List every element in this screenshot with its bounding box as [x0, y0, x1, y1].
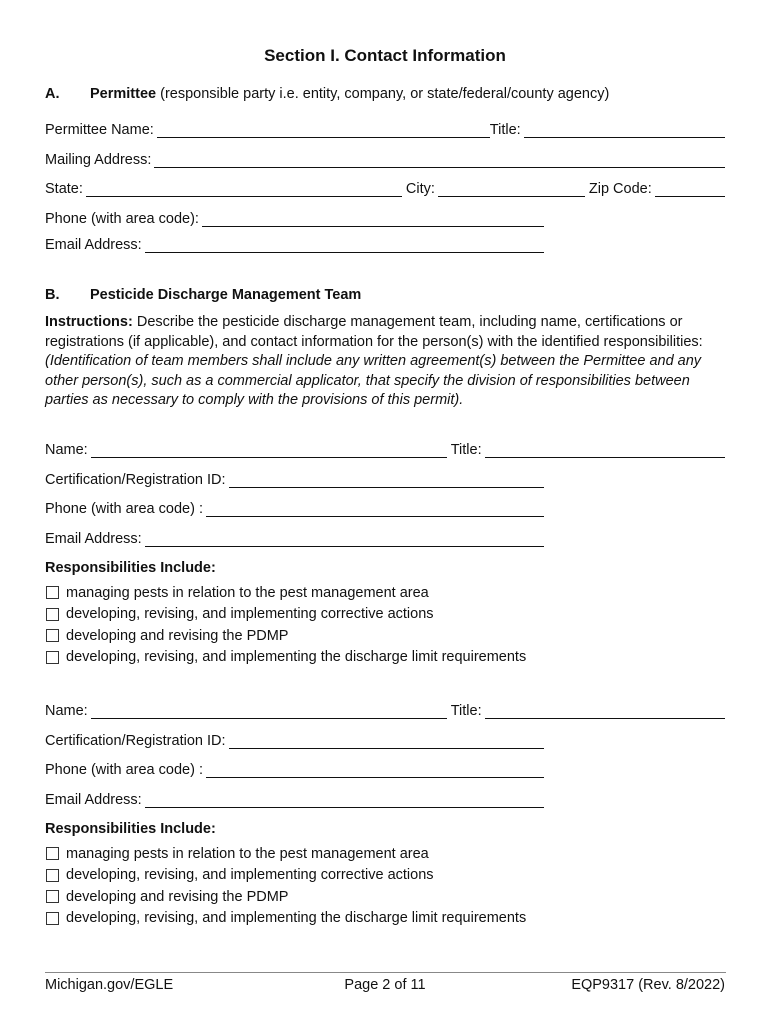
member-cert-field[interactable] [229, 732, 544, 749]
member-2-cert-row [45, 729, 544, 749]
responsibility-item [45, 625, 526, 647]
member-phone-label: Phone (with area code) : [45, 501, 203, 517]
permittee-name-field[interactable] [157, 121, 490, 138]
responsibility-label: managing pests in relation to the pest management area [66, 845, 429, 862]
member-2-responsibilities-label: Responsibilities Include: [45, 821, 216, 837]
responsibility-label: developing, revising, and implementing corrective actions [66, 867, 434, 884]
instructions-paragraph [45, 313, 725, 411]
member-name-label: Name: [45, 703, 88, 719]
phone-label: Phone (with area code): [45, 211, 199, 227]
member-cert-label: Certification/Registration ID: [45, 733, 226, 749]
member-email-label: Email Address: [45, 531, 142, 547]
member-1-cert-row [45, 468, 544, 488]
member-email-field[interactable] [145, 530, 544, 547]
permittee-title-label: Title: [489, 122, 521, 138]
mailing-address-label: Mailing Address: [45, 152, 152, 168]
member-1-responsibilities-label: Responsibilities Include: [45, 560, 216, 576]
footer-page-number: Page 2 of 11 [344, 977, 426, 993]
responsibility-item [45, 886, 526, 908]
phone-field[interactable] [202, 210, 544, 227]
responsibility-label: developing, revising, and implementing corrective actions [66, 606, 434, 623]
responsibility-label: managing pests in relation to the pest management area [66, 584, 429, 601]
responsibility-label: developing and revising the PDMP [66, 627, 289, 644]
member-name-label: Name: [45, 442, 88, 458]
section-title: Section I. Contact Information [264, 46, 506, 65]
responsibility-item [45, 582, 526, 604]
permittee-title-field[interactable] [524, 121, 725, 138]
permittee-phone-row [45, 207, 544, 227]
footer-form-id: EQP9317 (Rev. 8/2022) [571, 977, 725, 993]
responsibility-item [45, 604, 526, 626]
responsibility-item [45, 865, 526, 887]
member-title-field[interactable] [485, 702, 725, 719]
member-title-label: Title: [450, 442, 482, 458]
permittee-name-row [45, 118, 725, 138]
checkbox[interactable] [46, 869, 59, 882]
state-field[interactable] [86, 180, 402, 197]
team-heading: Pesticide Discharge Management Team [90, 287, 362, 303]
member-phone-label: Phone (with area code) : [45, 762, 203, 778]
zip-label: Zip Code: [588, 181, 652, 197]
city-label: City: [405, 181, 435, 197]
responsibility-item [45, 843, 526, 865]
part-a-letter: A. [45, 86, 60, 102]
instructions-italic: (Identification of team members shall include any written agreement(s) between the Permittee and any other person(s), such as a commercial applicator, that specify the division of responsibilities between parties as necessary to comply with the provisions of this permit). [45, 353, 702, 408]
responsibility-item [45, 908, 526, 930]
checkbox[interactable] [46, 608, 59, 621]
checkbox[interactable] [46, 629, 59, 642]
email-field[interactable] [145, 236, 544, 253]
checkbox[interactable] [46, 651, 59, 664]
permittee-email-row [45, 233, 544, 253]
member-email-label: Email Address: [45, 792, 142, 808]
member-title-field[interactable] [485, 441, 725, 458]
member-name-field[interactable] [91, 441, 447, 458]
email-label: Email Address: [45, 237, 142, 253]
permittee-heading: Permittee [90, 86, 157, 102]
permittee-subheading: (responsible party i.e. entity, company, or state/federal/county agency) [156, 86, 610, 102]
member-email-field[interactable] [145, 791, 544, 808]
checkbox[interactable] [46, 890, 59, 903]
checkbox[interactable] [46, 586, 59, 599]
checkbox[interactable] [46, 847, 59, 860]
member-phone-field[interactable] [206, 761, 544, 778]
checkbox[interactable] [46, 912, 59, 925]
member-1-phone-row [45, 497, 544, 517]
state-city-zip-row [45, 177, 725, 197]
member-cert-label: Certification/Registration ID: [45, 472, 226, 488]
mailing-address-row [45, 148, 725, 168]
footer-website: Michigan.gov/EGLE [45, 977, 174, 993]
part-a-heading [45, 86, 725, 102]
member-1-name-row [45, 438, 725, 458]
footer-divider [45, 972, 726, 973]
city-field[interactable] [438, 180, 585, 197]
state-label: State: [45, 181, 83, 197]
part-b-heading [45, 287, 725, 303]
member-1-responsibilities-list [45, 582, 526, 668]
member-1-email-row [45, 527, 544, 547]
permittee-name-label: Permittee Name: [45, 122, 154, 138]
zip-field[interactable] [655, 180, 725, 197]
responsibility-item [45, 647, 526, 669]
part-b-letter: B. [45, 287, 60, 303]
member-phone-field[interactable] [206, 500, 544, 517]
responsibility-label: developing, revising, and implementing the discharge limit requirements [66, 910, 527, 927]
instructions-label: Instructions: [45, 314, 133, 330]
member-2-phone-row [45, 758, 544, 778]
member-title-label: Title: [450, 703, 482, 719]
responsibility-label: developing and revising the PDMP [66, 888, 289, 905]
member-2-name-row [45, 699, 725, 719]
instructions-text: Describe the pesticide discharge management team, including name, certifications or registrations (if applicable), and contact information for the person(s) with the identified responsibilities: [45, 314, 703, 350]
member-2-responsibilities-list [45, 843, 526, 929]
mailing-address-field[interactable] [154, 151, 725, 168]
responsibility-label: developing, revising, and implementing the discharge limit requirements [66, 649, 527, 666]
member-cert-field[interactable] [229, 471, 544, 488]
member-2-email-row [45, 788, 544, 808]
member-name-field[interactable] [91, 702, 447, 719]
